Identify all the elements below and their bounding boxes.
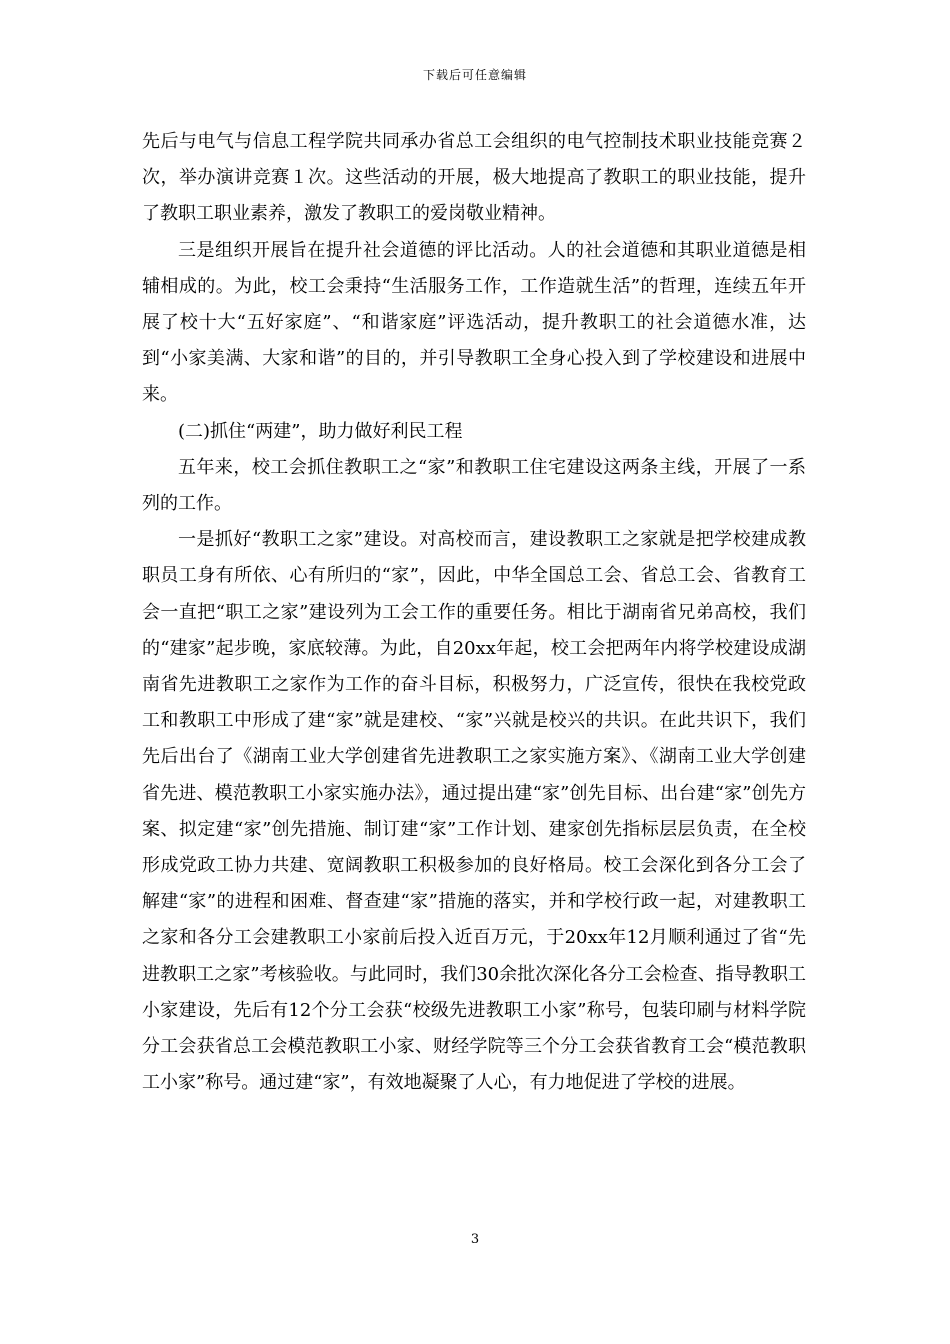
page-number: 3 — [470, 1232, 480, 1247]
section-heading-two-builds: (二)抓住“两建”，助力做好利民工程 — [178, 420, 463, 442]
paragraph-continuation: 先后与电气与信息工程学院共同承办省总工会组织的电气控制技术职业技能竞赛２次，举办演讲竞赛１次。这些活动的开展，极大地提高了教职工的职业技能，提升了教职工职业素养，激发了教职工的爱岗敬业精神。 — [142, 131, 806, 225]
paragraph-five-years: 五年来，校工会抓住教职工之“家”和教职工住宅建设这两条主线，开展了一系列的工作。 — [142, 456, 806, 515]
document-body — [142, 124, 806, 1101]
paragraph-social-morality: 三是组织开展旨在提升社会道德的评比活动。人的社会道德和其职业道德是相辅相成的。为此，校工会秉持“生活服务工作，工作造就生活”的哲理，连续五年开展了校十大“五好家庭”、“和谐家庭”评选活动，提升教职工的社会道德水准，达到“小家美满、大家和谐”的目的，并引导教职工全身心投入到了学校建设和进展中来。 — [142, 239, 806, 406]
paragraph-staff-home: 一是抓好“教职工之家”建设。对高校而言，建设教职工之家就是把学校建成教职员工身有所依、心有所归的“家”，因此，中华全国总工会、省总工会、省教育工会一直把“职工之家”建设列为工会工作的重要任务。相比于湖南省兄弟高校，我们的“建家”起步晚，家底较薄。为此，自20xx年起，校工会把两年内将学校建设成湖南省先进教职工之家作为工作的奋斗目标，积极努力，广泛宣传，很快在我校党政工和教职工中形成了建“家”就是建校、“家”兴就是校兴的共识。在此共识下，我们先后出台了《湖南工业大学创建省先进教职工之家实施方案》、《湖南工业大学创建省先进、模范教职工小家实施办法》，通过提出建“家”创先目标、出台建“家”创先方案、拟定建“家”创先措施、制订建“家”工作计划、建家创先指标层层负责，在全校形成党政工协力共建、宽阔教职工积极参加的良好格局。校工会深化到各分工会了解建“家”的进程和困难、督查建“家”措施的落实，并和学校行政一起，对建教职工之家和各分工会建教职工小家前后投入近百万元，于20xx年12月顺利通过了省“先进教职工之家”考核验收。与此同时，我们30余批次深化各分工会检查、指导教职工小家建设，先后有12个分工会获“校级先进教职工小家”称号，包装印刷与材料学院分工会获省总工会模范教职工小家、财经学院等三个分工会获省教育工会“模范教职工小家”称号。通过建“家”，有效地凝聚了人心，有力地促进了学校的进展。 — [142, 529, 806, 1094]
page-header: 下载后可任意编辑 — [422, 68, 527, 82]
